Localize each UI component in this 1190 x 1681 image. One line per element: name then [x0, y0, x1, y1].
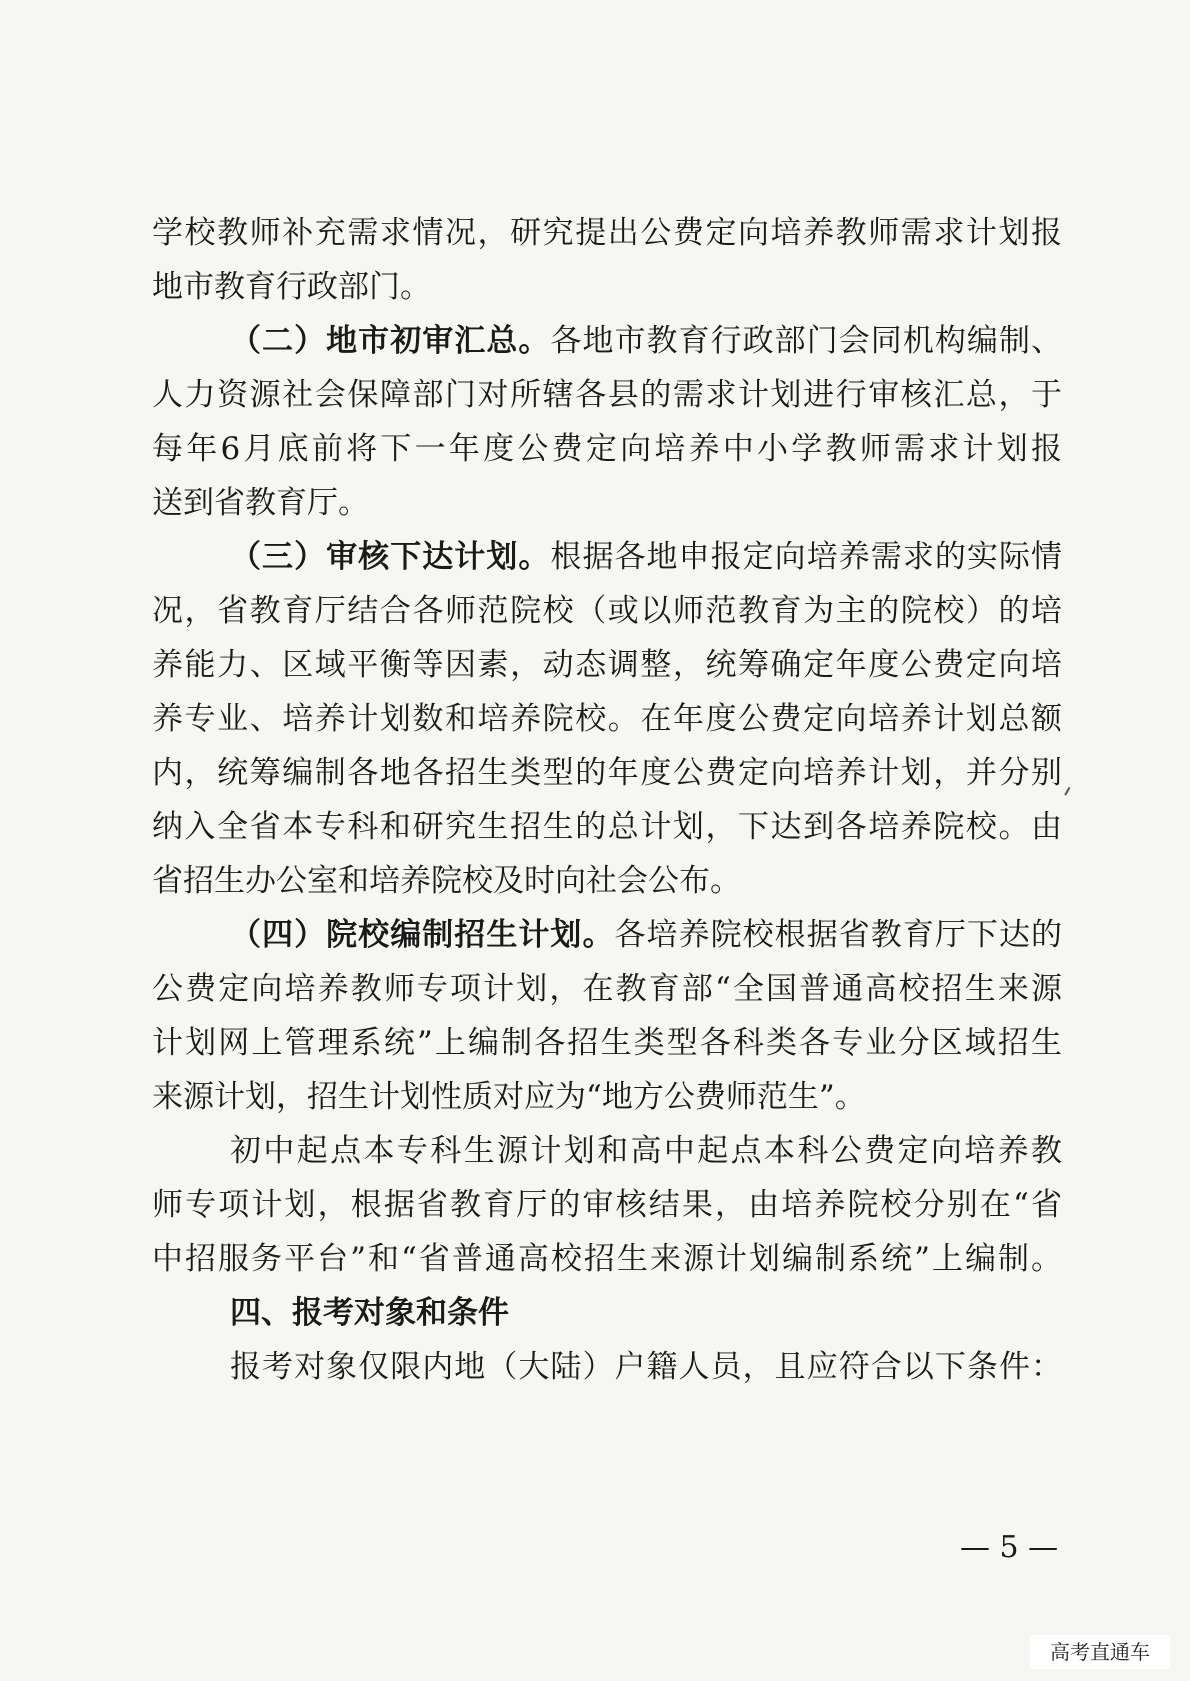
scan-mark	[1064, 787, 1075, 798]
text-line-11: 内，统筹编制各地各招生类型的年度公费定向培养计划，并分别	[152, 755, 1062, 791]
text-line-9: 养能力、区域平衡等因素，动态调整，统筹确定年度公费定向培	[152, 647, 1062, 683]
text-line-5: 每年6月底前将下一年度公费定向培养中小学教师需求计划报	[152, 431, 1062, 467]
paragraph-2-text: 各地市教育行政部门会同机构编制、	[550, 323, 1063, 359]
section-4-heading: 四、报考对象和条件	[230, 1295, 509, 1331]
paragraph-3-text: 根据各地申报定向培养需求的实际情	[550, 539, 1063, 575]
text-line-20: 中招服务平台”和“省普通高校招生来源计划编制系统”上编制。	[152, 1241, 1062, 1277]
paragraph-3-heading: （三）审核下达计划。	[230, 539, 551, 575]
paragraph-4-heading: （四）院校编制招生计划。	[230, 917, 615, 953]
text-line-1: 学校教师补充需求情况，研究提出公费定向培养教师需求计划报	[152, 215, 1062, 251]
text-line-12: 纳入全省本专科和研究生招生的总计划，下达到各培养院校。由	[152, 809, 1062, 845]
text-line-10: 养专业、培养计划数和培养院校。在年度公费定向培养计划总额	[152, 701, 1062, 737]
text-line-17: 来源计划，招生计划性质对应为“地方公费师范生”。	[152, 1079, 866, 1115]
paragraph-3-first-line	[152, 534, 1062, 580]
text-line-15: 公费定向培养教师专项计划，在教育部“全国普通高校招生来源	[152, 971, 1062, 1007]
text-line-4: 人力资源社会保障部门对所辖各县的需求计划进行审核汇总，于	[152, 377, 1062, 413]
text-line-8: 况，省教育厅结合各师范院校（或以师范教育为主的院校）的培	[152, 593, 1062, 629]
text-line-18: 初中起点本专科生源计划和高中起点本科公费定向培养教	[230, 1133, 1062, 1169]
text-line-19: 师专项计划，根据省教育厅的审核结果，由培养院校分别在“省	[152, 1187, 1062, 1223]
text-line-13: 省招生办公室和培养院校及时向社会公布。	[152, 863, 741, 899]
paragraph-4-text: 各培养院校根据省教育厅下达的	[614, 917, 1063, 953]
paragraph-2-heading: （二）地市初审汇总。	[230, 323, 551, 359]
text-line-6: 送到省教育厅。	[152, 485, 369, 521]
paragraph-4-first-line	[152, 912, 1062, 958]
text-line-2: 地市教育行政部门。	[152, 269, 431, 305]
page-number: — 5 —	[960, 1530, 1059, 1565]
watermark: 高考直通车	[1030, 1635, 1170, 1669]
paragraph-2-first-line	[152, 318, 1062, 364]
text-line-22: 报考对象仅限内地（大陆）户籍人员，且应符合以下条件：	[230, 1349, 1062, 1385]
text-line-16: 计划网上管理系统”上编制各招生类型各科类各专业分区域招生	[152, 1025, 1062, 1061]
